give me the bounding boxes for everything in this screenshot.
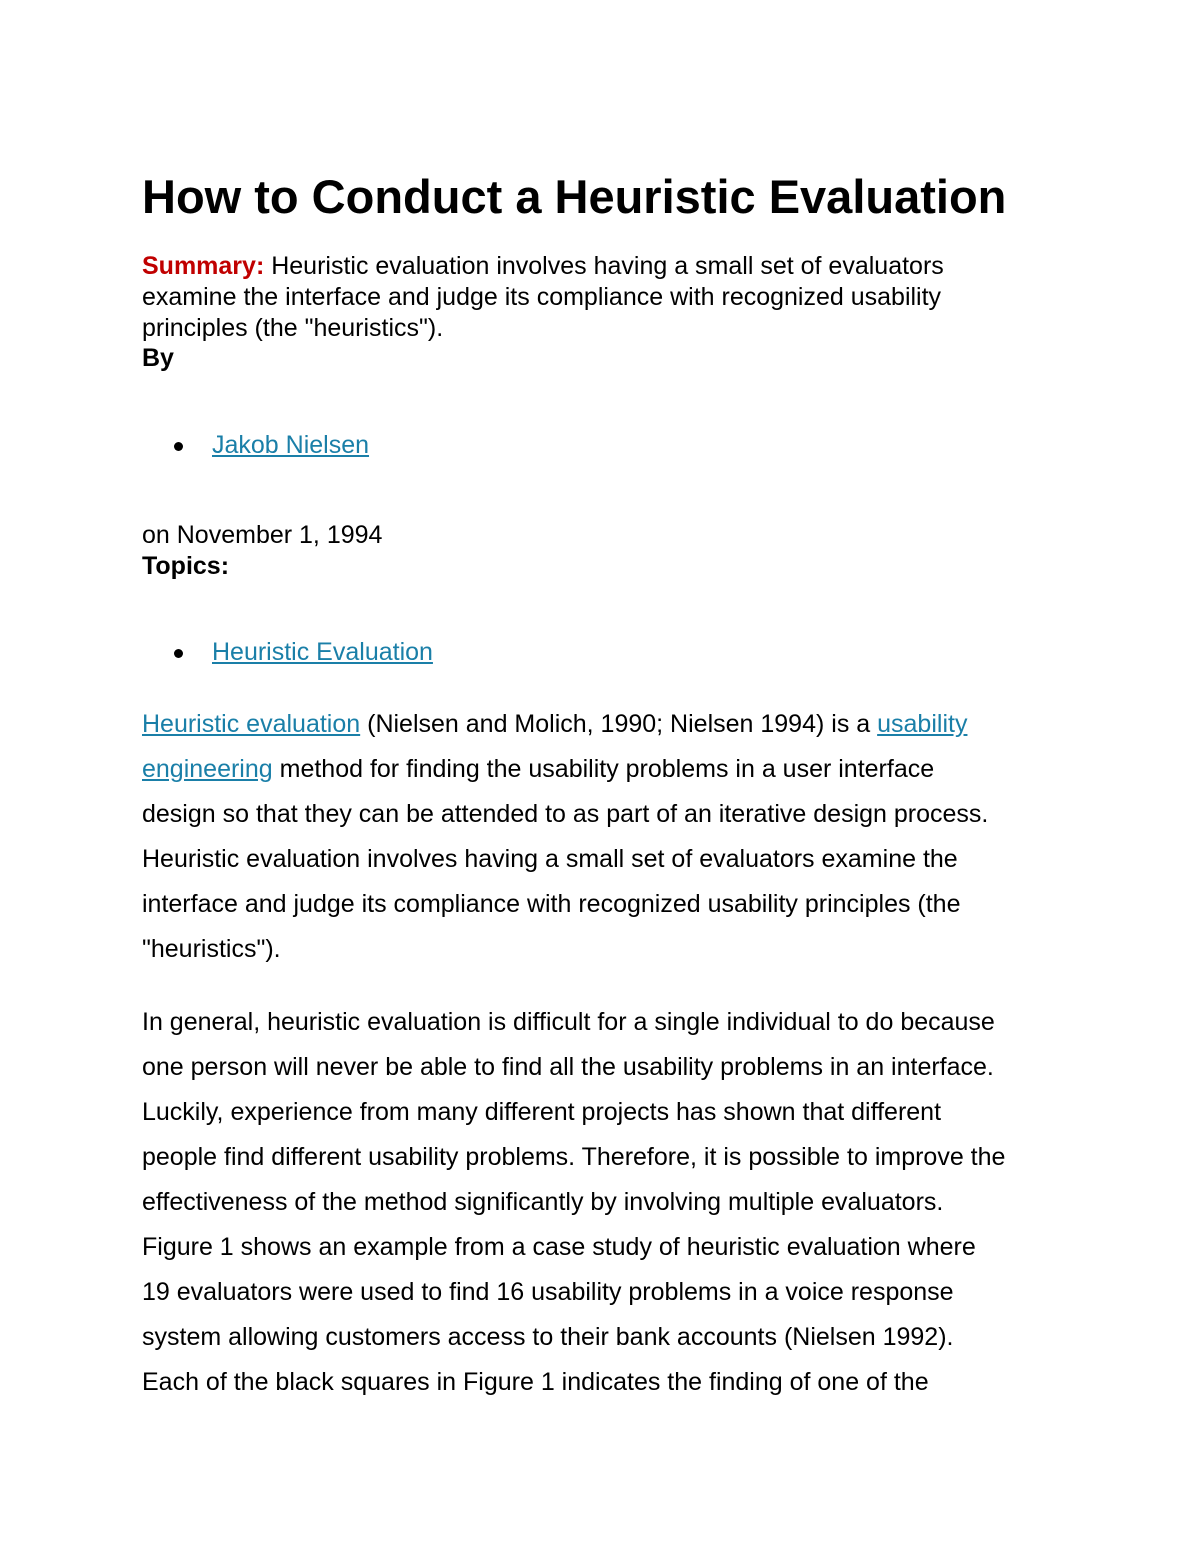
page-title: How to Conduct a Heuristic Evaluation [142,170,1007,223]
author-link[interactable]: Jakob Nielsen [212,431,370,459]
paragraph-line: Luckily, experience from many different projects has shown that different [142,1098,942,1126]
paragraph-line: people find different usability problems. Therefore, it is possible to improve the [142,1143,1006,1171]
bullet-icon [174,442,183,451]
topic-link-heuristic-evaluation[interactable]: Heuristic Evaluation [212,638,433,666]
paragraph-line [142,702,1062,747]
publish-date: on November 1, 1994 [142,521,383,549]
bullet-icon [174,649,183,658]
usability-engineering-link-part1[interactable]: usability [877,710,968,738]
by-label: By [142,344,174,372]
paragraph-line: 19 evaluators were used to find 16 usability problems in a voice response [142,1278,954,1306]
paragraph-line: system allowing customers access to their bank accounts (Nielsen 1992). [142,1323,954,1351]
summary-text-1: Heuristic evaluation involves having a small set of evaluators [264,252,944,280]
paragraph-line: design so that they can be attended to as part of an iterative design process. [142,800,989,828]
paragraph-text: (Nielsen and Molich, 1990; Nielsen 1994) is a [360,710,878,738]
paragraph-line: Figure 1 shows an example from a case study of heuristic evaluation where [142,1233,976,1261]
paragraph-line [142,747,1062,792]
paragraph-line: Each of the black squares in Figure 1 indicates the finding of one of the [142,1368,929,1396]
topics-label: Topics: [142,552,230,580]
usability-engineering-link-part2[interactable]: engineering [142,755,273,783]
summary-line-2: examine the interface and judge its compliance with recognized usability [142,283,942,311]
summary-label: Summary: [142,252,265,280]
paragraph-text: method for finding the usability problems in a user interface [272,755,935,783]
paragraph-line: interface and judge its compliance with recognized usability principles (the [142,890,961,918]
paragraph-line: Heuristic evaluation involves having a small set of evaluators examine the [142,845,958,873]
paragraph-line: "heuristics"). [142,935,281,963]
summary-line-1 [142,251,1042,282]
heuristic-evaluation-link[interactable]: Heuristic evaluation [142,710,361,738]
paragraph-line: In general, heuristic evaluation is difficult for a single individual to do because [142,1008,995,1036]
general-paragraph [142,1000,1062,1405]
summary-block [142,251,1042,344]
paragraph-line: effectiveness of the method significantly by involving multiple evaluators. [142,1188,944,1216]
summary-line-3: principles (the "heuristics"). [142,314,444,342]
paragraph-line: one person will never be able to find all the usability problems in an interface. [142,1053,994,1081]
intro-paragraph [142,702,1062,972]
